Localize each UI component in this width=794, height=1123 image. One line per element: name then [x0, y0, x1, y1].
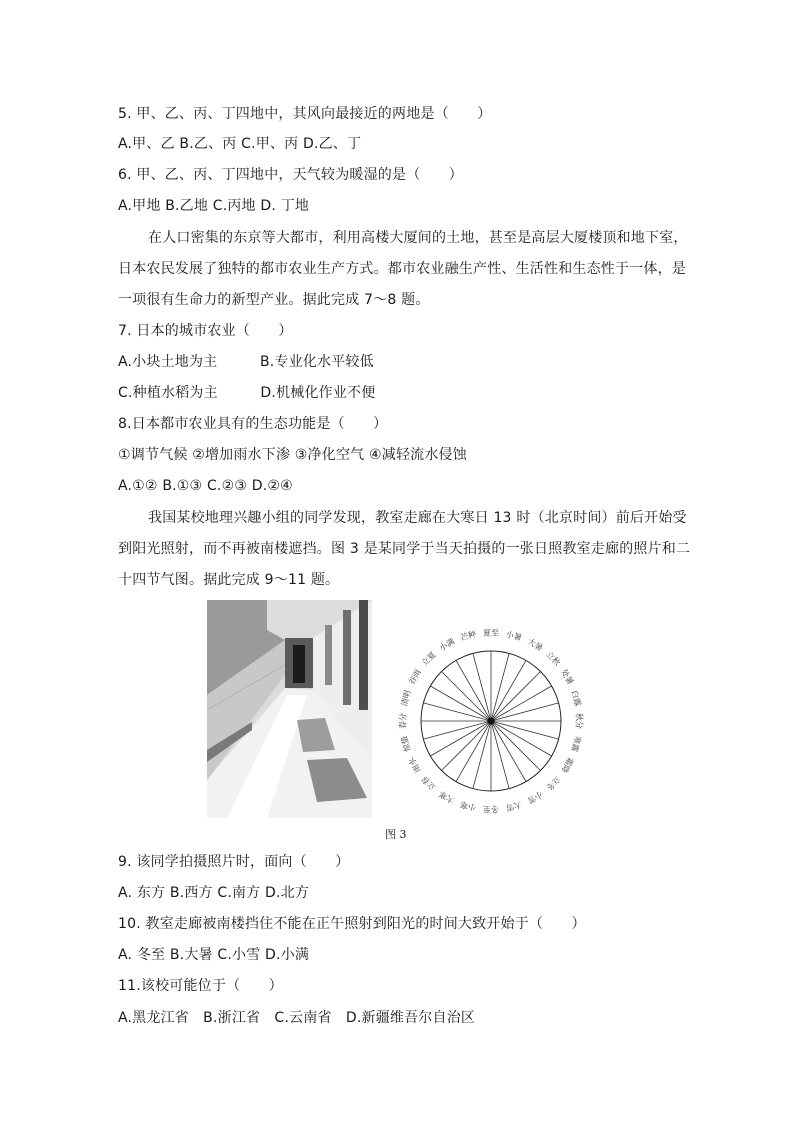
solar-term-label: 小雪 [525, 789, 545, 806]
dial-spoke [491, 653, 509, 721]
q7-stem: 7. 日本的城市农业（ ） [118, 323, 293, 339]
q7-options-row1: A.小块土地为主 B.专业化水平较低 [118, 354, 374, 370]
q5-options: A.甲、乙 B.乙、丙 C.甲、丙 D.乙、丁 [118, 136, 362, 152]
figure-3 [207, 600, 584, 820]
q9-stem: 9. 该同学拍摄照片时，面向（ ） [118, 854, 350, 870]
q6-stem: 6. 甲、乙、丙、丁四地中，天气较为暖湿的是（ ） [118, 167, 464, 183]
solar-term-label: 霜降 [559, 755, 576, 775]
solar-term-label: 冬至 [483, 804, 499, 814]
q9-options: A. 东方 B.西方 C.南方 D.北方 [118, 885, 310, 901]
solar-term-label: 白露 [569, 689, 583, 708]
dial-spoke [473, 653, 491, 721]
dial-spoke [491, 703, 559, 721]
corridor-photo [207, 600, 372, 818]
q8-stem: 8.日本都市农业具有的生态功能是（ ） [118, 416, 388, 432]
solar-term-label: 夏至 [483, 628, 499, 638]
passage2-line1: 我国某校地理兴趣小组的同学发现，教室走廊在大寒日 13 时（北京时间）前后开始受 [148, 510, 687, 526]
dial-spoke [491, 721, 509, 789]
solar-term-label: 秋分 [574, 713, 584, 729]
dial-center [488, 718, 495, 725]
passage1-line3: 一项很有生命力的新型产业。据此完成 7～8 题。 [118, 292, 430, 308]
solar-terms-diagram [379, 600, 584, 820]
dial-spoke [473, 721, 491, 789]
q7-options-row2: C.种植水稻为主 D.机械化作业不便 [118, 385, 376, 401]
q8-options: A.①② B.①③ C.②③ D.②④ [118, 478, 293, 494]
q6-options: A.甲地 B.乙地 C.丙地 D. 丁地 [118, 198, 310, 214]
solar-term-label: 小满 [437, 636, 457, 653]
q5-stem: 5. 甲、乙、丙、丁四地中，其风向最接近的两地是（ ） [118, 106, 492, 122]
passage1-line2: 日本农民发展了独特的都市农业生产方式。都市农业融生产性、生活性和生态性于一体，是 [118, 261, 686, 277]
solar-term-label: 小暑 [504, 629, 523, 643]
q11-options: A.黑龙江省 B.浙江省 C.云南省 D.新疆维吾尔自治区 [118, 1010, 476, 1026]
solar-term-label: 立夏 [419, 649, 438, 668]
solar-term-label: 寒露 [569, 734, 583, 753]
q10-options: A. 冬至 B.大暑 C.小雪 D.小满 [118, 947, 310, 963]
solar-term-label: 大雪 [504, 799, 523, 813]
solar-term-label: 雨水 [406, 755, 423, 775]
passage1-line1: 在人口密集的东京等大都市，利用高楼大厦间的土地，甚至是高层大厦楼顶和地下室， [148, 230, 688, 246]
q11-stem: 11.该校可能位于（ ） [118, 978, 283, 994]
passage2-line3: 十四节气图。据此完成 9～11 题。 [118, 572, 340, 588]
solar-term-label: 大寒 [437, 789, 457, 806]
figure-caption: 图 3 [385, 828, 407, 841]
solar-term-label: 清明 [399, 689, 413, 708]
dial-spoke [491, 721, 559, 739]
q10-stem: 10. 教室走廊被南楼挡住不能在正午照射到阳光的时间大致开始于（ ） [118, 916, 586, 932]
passage2-line2: 到阳光照射，而不再被南楼遮挡。图 3 是某同学于当天拍摄的一张日照教室走廊的照片和二 [118, 541, 691, 557]
solar-term-label: 谷雨 [406, 667, 423, 687]
solar-term-label: 处暑 [559, 667, 576, 687]
solar-term-label: 立秋 [544, 649, 563, 668]
solar-term-label: 春分 [398, 713, 408, 729]
dial-spoke [423, 721, 491, 739]
solar-term-label: 立春 [419, 774, 438, 793]
dial-spoke [423, 703, 491, 721]
solar-term-label: 芒种 [459, 629, 478, 643]
solar-term-label: 立冬 [544, 774, 563, 793]
solar-term-label: 小寒 [459, 799, 478, 813]
solar-term-label: 惊蛰 [399, 734, 413, 753]
solar-term-label: 大暑 [525, 636, 545, 653]
q8-items: ①调节气候 ②增加雨水下渗 ③净化空气 ④减轻流水侵蚀 [118, 447, 467, 463]
